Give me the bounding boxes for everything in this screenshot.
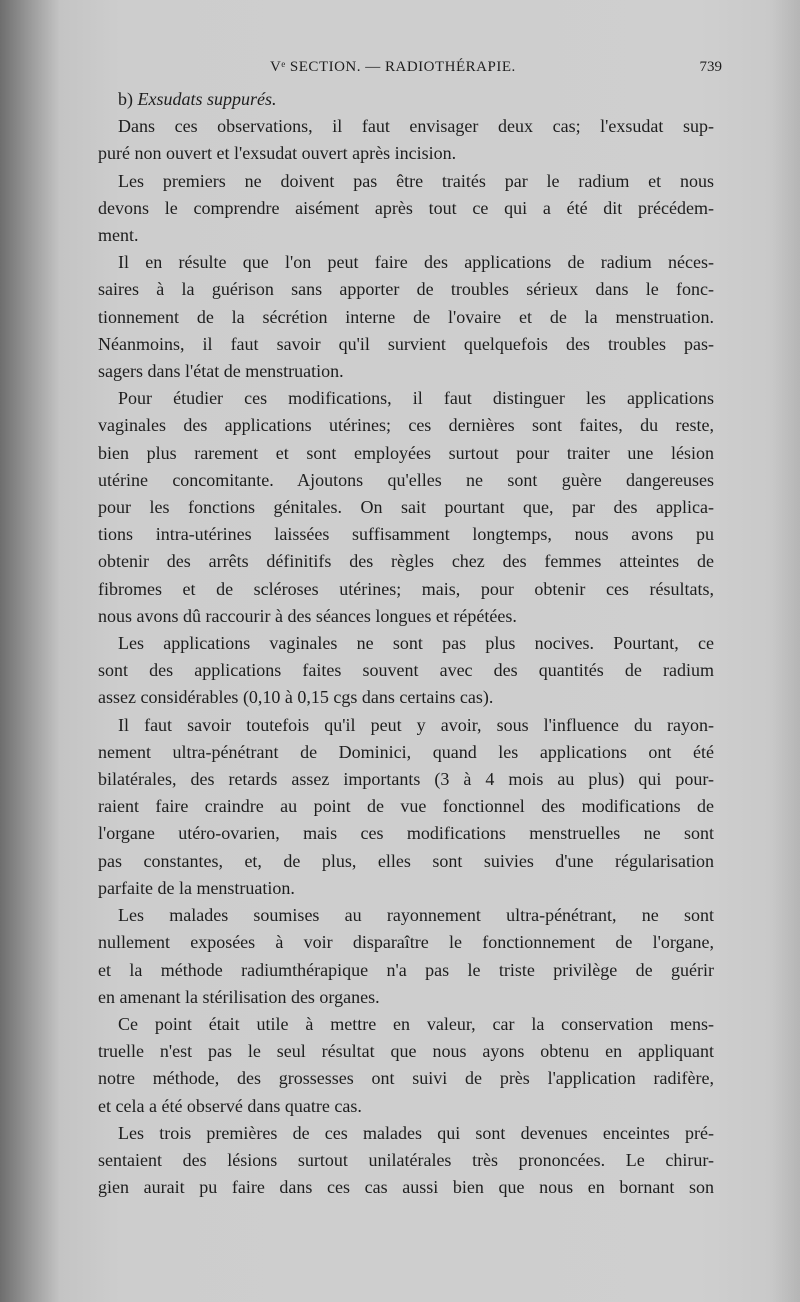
text-line-content: bien plus rarement et sont employées surtout pour traiter une lésion	[98, 442, 714, 463]
text-line-content: en amenant la stérilisation des organes.	[98, 986, 380, 1007]
text-line-content: Ce point était utile à mettre en valeur, car la conservation mens-	[118, 1013, 714, 1034]
text-line	[98, 657, 714, 684]
text-line-content: pour les fonctions génitales. On sait pourtant que, par des applica-	[98, 497, 714, 518]
text-line-content: raient faire craindre au point de vue fonctionnel des modifications de	[98, 796, 714, 817]
text-line-content: Les trois premières de ces malades qui sont devenues enceintes pré-	[118, 1122, 714, 1143]
text-line-content: utérine concomitante. Ajoutons qu'elles ne sont guère dangereuses	[98, 469, 714, 490]
text-line-content: truelle n'est pas le seul résultat que nous ayons obtenu en appliquant	[98, 1041, 714, 1062]
text-line	[98, 521, 714, 548]
page-number: 739	[699, 59, 722, 75]
text-line	[98, 304, 714, 331]
text-line	[98, 276, 714, 303]
text-line	[98, 1093, 714, 1120]
text-line	[98, 957, 714, 984]
text-line	[98, 168, 714, 195]
text-line	[98, 1147, 714, 1174]
text-line-content: Il en résulte que l'on peut faire des applications de radium néces-	[118, 252, 714, 273]
text-line-content: Les applications vaginales ne sont pas plus nocives. Pourtant, ce	[118, 633, 714, 654]
text-line	[98, 603, 714, 630]
text-line	[98, 984, 714, 1011]
text-line-content: sagers dans l'état de menstruation.	[98, 361, 344, 382]
text-line-content: pas constantes, et, de plus, elles sont suivies d'une régularisation	[98, 850, 714, 871]
page-body	[98, 86, 714, 1201]
text-line	[98, 467, 714, 494]
text-line	[98, 766, 714, 793]
text-line-content: Les premiers ne doivent pas être traités par le radium et nous	[118, 170, 714, 191]
text-line	[98, 1038, 714, 1065]
text-line-content: gien aurait pu faire dans ces cas aussi bien que nous en bornant son	[98, 1177, 714, 1198]
text-line-content: tionnement de la sécrétion interne de l'ovaire et de la menstruation.	[98, 306, 714, 327]
text-line-content: Pour étudier ces modifications, il faut distinguer les applications	[118, 388, 714, 409]
text-line-content: fibromes et de scléroses utérines; mais, pour obtenir ces résultats,	[98, 578, 714, 599]
text-line-content: l'organe utéro-ovarien, mais ces modifications menstruelles ne sont	[98, 823, 714, 844]
text-line-content: et la méthode radiumthérapique n'a pas le triste privilège de guérir	[98, 959, 714, 980]
text-line	[98, 195, 714, 222]
text-line-content: bilatérales, des retards assez importants (3 à 4 mois au plus) qui pour-	[98, 769, 714, 790]
text-lines	[98, 113, 714, 1201]
text-line-content: ment.	[98, 225, 139, 246]
text-line-content: devons le comprendre aisément après tout ce qui a été dit précédem-	[98, 197, 714, 218]
text-line	[98, 440, 714, 467]
text-line-content: Il faut savoir toutefois qu'il peut y avoir, sous l'influence du rayon-	[118, 714, 714, 735]
text-line	[98, 1011, 714, 1038]
text-line	[98, 929, 714, 956]
text-line-content: saires à la guérison sans apporter de troubles sérieux dans le fonc-	[98, 279, 714, 300]
text-line	[98, 739, 714, 766]
text-line	[98, 793, 714, 820]
text-line-content: nullement exposées à voir disparaître le fonctionnement de l'organe,	[98, 932, 714, 953]
text-line-content: nement ultra-pénétrant de Dominici, quand les applications ont été	[98, 741, 714, 762]
text-line-content: parfaite de la menstruation.	[98, 877, 295, 898]
text-line	[98, 358, 714, 385]
text-line	[98, 576, 714, 603]
text-line-content: sentaient des lésions surtout unilatérales très prononcées. Le chirur-	[98, 1149, 714, 1170]
text-line-content: Néanmoins, il faut savoir qu'il survient quelquefois des troubles pas-	[98, 333, 714, 354]
text-line	[98, 140, 714, 167]
text-line	[98, 548, 714, 575]
text-line	[98, 630, 714, 657]
text-line-content: puré non ouvert et l'exsudat ouvert après incision.	[98, 143, 457, 164]
text-line	[98, 712, 714, 739]
text-line	[98, 385, 714, 412]
section-title: Vᵉ SECTION. — RADIOTHÉRAPIE.	[270, 59, 516, 75]
text-line	[98, 848, 714, 875]
text-line	[98, 249, 714, 276]
text-line	[98, 902, 714, 929]
text-line	[98, 684, 714, 711]
text-line-content: vaginales des applications utérines; ces dernières sont faites, du reste,	[98, 415, 714, 436]
text-line	[98, 1174, 714, 1201]
text-line-content: tions intra-utérines laissées suffisamment longtemps, nous avons pu	[98, 524, 714, 545]
text-line-content: et cela a été observé dans quatre cas.	[98, 1095, 362, 1116]
text-line-content: obtenir des arrêts définitifs des règles chez des femmes atteintes de	[98, 551, 714, 572]
text-line	[98, 1065, 714, 1092]
text-line-content: assez considérables (0,10 à 0,15 cgs dans certains cas).	[98, 687, 494, 708]
subsection-heading	[98, 86, 714, 113]
text-line	[98, 820, 714, 847]
text-line	[98, 875, 714, 902]
text-line-content: notre méthode, des grossesses ont suivi de près l'application radifère,	[98, 1068, 714, 1089]
text-line	[98, 222, 714, 249]
subsection-label: b)	[118, 89, 133, 109]
subsection-title: Exsudats suppurés.	[137, 89, 277, 109]
text-line	[98, 331, 714, 358]
text-line	[98, 113, 714, 140]
text-line-content: Dans ces observations, il faut envisager deux cas; l'exsudat sup-	[118, 116, 714, 137]
running-header	[98, 56, 722, 78]
text-line-content: nous avons dû raccourir à des séances longues et répétées.	[98, 605, 517, 626]
text-line-content: Les malades soumises au rayonnement ultra-pénétrant, ne sont	[118, 905, 714, 926]
text-line	[98, 412, 714, 439]
text-line	[98, 494, 714, 521]
text-line-content: sont des applications faites souvent avec des quantités de radium	[98, 660, 714, 681]
text-line	[98, 1120, 714, 1147]
